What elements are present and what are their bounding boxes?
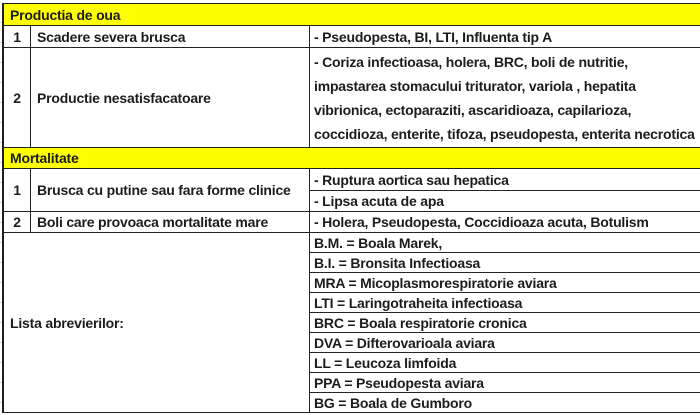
table-row [4,169,700,212]
row-number-cell: 2 [4,212,31,233]
symptom-cell: Productie nesatisfacatoare [31,48,310,148]
disease-cell: - Pseudopesta, BI, LTI, Influenta tip A [310,26,700,48]
disease-cell: - Ruptura aortica sau hepatica [310,169,700,191]
disease-cell: - Holera, Pseudopesta, Coccidioaza acuta, Botulism [310,212,700,233]
section-header-label: Mortalitate [10,150,79,166]
disease-cell [310,48,700,148]
abbreviations-section [4,233,700,413]
disease-line: impastarea stomacului triturator, variola , hepatita [314,77,636,94]
abbreviation-row: LL = Leucoza limfoida [310,353,700,373]
symptom-cell: Scadere severa brusca [31,26,310,48]
abbreviation-row: MRA = Micoplasmorespiratorie aviara [310,273,700,293]
disease-line: vibrionica, ectoparaziti, ascaridioaza, capilarioza, [314,101,632,118]
disease-line: - Coriza infectioasa, holera, BRC, boli de nutritie, [314,53,628,70]
symptom-cell: Brusca cu putine sau fara forme clinice [31,169,310,212]
abbreviation-row: BRC = Boala respiratorie cronica [310,313,700,333]
table-row [4,212,700,233]
abbreviation-row: DVA = Difterovarioala aviara [310,333,700,353]
abbreviation-row: B.M. = Boala Marek, [310,233,700,253]
symptom-cell: Boli care provoaca mortalitate mare [31,212,310,233]
disease-cell: - Lipsa acuta de apa [310,191,700,212]
abbreviation-row: PPA = Pseudopesta aviara [310,373,700,393]
section-header-egg-production [4,4,700,26]
table-row [4,48,700,148]
table-row [4,26,700,48]
section-header-label: Productia de oua [10,6,121,23]
abbreviations-label-cell: Lista abrevierilor: [4,233,310,413]
abbreviation-row: BG = Boala de Gumboro [310,393,700,413]
disease-line: coccidioza, enterite, tifoza, pseudopesta, enterita necrotica [314,125,695,142]
row-number-cell: 1 [4,26,31,48]
row-number-cell: 2 [4,48,31,148]
abbreviations-list [310,233,700,413]
poultry-disease-table [2,3,700,413]
abbreviation-row: LTI = Laringotraheita infectioasa [310,293,700,313]
section-header-mortality [4,148,700,169]
row-number-cell: 1 [4,169,31,212]
abbreviation-row: B.I. = Bronsita Infectioasa [310,253,700,273]
disease-subrows [310,169,700,212]
